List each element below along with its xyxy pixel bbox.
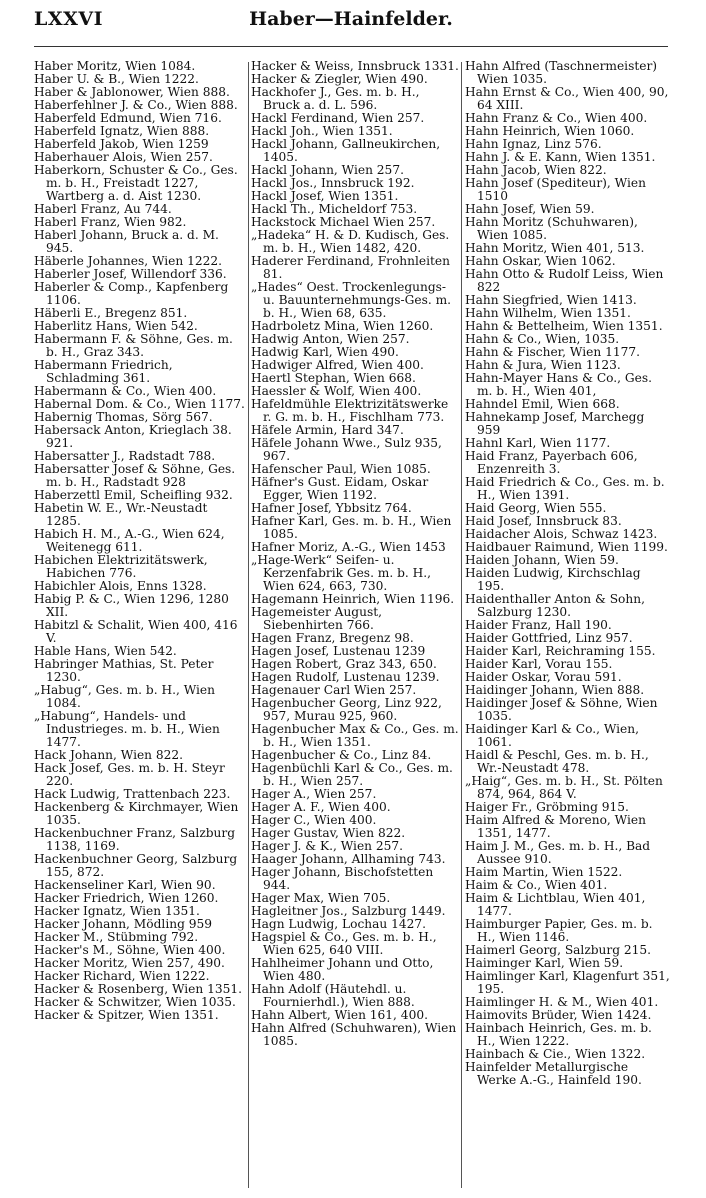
directory-entry: Hagen Josef, Lustenau 1239: [251, 644, 426, 658]
directory-entry: Hackl Johann, Gallneukirchen, 1405.: [251, 137, 444, 164]
directory-entry: Hadwiger Alfred, Wien 400.: [251, 358, 424, 372]
directory-entry: Hahn Heinrich, Wien 1060.: [465, 124, 635, 138]
directory-entry: Hahn Moritz (Schuhwaren), Wien 1085.: [465, 215, 642, 242]
directory-entry: Hager C., Wien 400.: [251, 813, 377, 827]
page-header: [34, 8, 668, 36]
directory-entry: Haimerl Georg, Salzburg 215.: [465, 943, 652, 957]
header-rule: [34, 46, 668, 47]
directory-entry: Haber Moritz, Wien 1084.: [34, 59, 196, 73]
directory-entry: „Hades“ Oest. Trockenlegungs- u. Bauunternehmungs-Ges. m. b. H., Wien 68, 635.: [251, 280, 455, 320]
directory-entry: Hagleitner Jos., Salzburg 1449.: [251, 904, 446, 918]
directory-entry: Hagenbüchli Karl & Co., Ges. m. b. H., Wien 257.: [251, 761, 457, 788]
directory-entry: Hackl Ferdinand, Wien 257.: [251, 111, 425, 125]
directory-entry: Haager Johann, Allhaming 743.: [251, 852, 446, 866]
directory-entry: Habringer Mathias, St. Peter 1230.: [34, 657, 218, 684]
directory-entry: Häberli E., Bregenz 851.: [34, 306, 188, 320]
directory-entry: Haberl Johann, Bruck a. d. M. 945.: [34, 228, 223, 255]
directory-entry: „Habung“, Handels- und Industrieges. m. b. H., Wien 1477.: [34, 709, 224, 749]
directory-entry: Haberfeld Ignatz, Wien 888.: [34, 124, 210, 138]
directory-entry: Haid Josef, Innsbruck 83.: [465, 514, 622, 528]
directory-entry: Hagn Ludwig, Lochau 1427.: [251, 917, 427, 931]
directory-entry: Haidbauer Raimund, Wien 1199.: [465, 540, 668, 554]
directory-entry: Hahn Moritz, Wien 401, 513.: [465, 241, 645, 255]
directory-entry: Habernig Thomas, Sörg 567.: [34, 410, 213, 424]
directory-entry: Habitzl & Schalit, Wien 400, 416 V.: [34, 618, 242, 645]
directory-entry: Hagemann Heinrich, Wien 1196.: [251, 592, 455, 606]
directory-entry: Haberzettl Emil, Scheifling 932.: [34, 488, 233, 502]
directory-entry: Haderer Ferdinand, Frohnleiten 81.: [251, 254, 454, 281]
directory-entry: „Haig“, Ges. m. b. H., St. Pölten 874, 964, 864 V.: [465, 774, 667, 801]
directory-entry: Habersatter J., Radstadt 788.: [34, 449, 216, 463]
directory-entry: Hacker & Rosenberg, Wien 1351.: [34, 982, 242, 996]
directory-entry: Hagenbucher Max & Co., Ges. m. b. H., Wien 1351.: [251, 722, 463, 749]
directory-entry: Hackenbuchner Franz, Salzburg 1138, 1169.: [34, 826, 239, 853]
directory-entry: Hahlheimer Johann und Otto, Wien 480.: [251, 956, 438, 983]
directory-entry: Hahn Jacob, Wien 822.: [465, 163, 607, 177]
directory-entry: Haidinger Johann, Wien 888.: [465, 683, 645, 697]
directory-entry: Haimlinger Karl, Klagenfurt 351, 195.: [465, 969, 674, 996]
directory-entry: Hahn & Bettelheim, Wien 1351.: [465, 319, 663, 333]
directory-entry: Haberfeld Edmund, Wien 716.: [34, 111, 222, 125]
directory-entry: Haberfehlner J. & Co., Wien 888.: [34, 98, 238, 112]
directory-entry: Haim J. M., Ges. m. b. H., Bad Aussee 910.: [465, 839, 654, 866]
directory-entry: Haim Martin, Wien 1522.: [465, 865, 623, 879]
directory-entry: Hahnekamp Josef, Marchegg 959: [465, 410, 649, 437]
directory-entry: Haimburger Papier, Ges. m. b. H., Wien 1146.: [465, 917, 657, 944]
directory-entry: Haiden Ludwig, Kirchschlag 195.: [465, 566, 645, 593]
directory-entry: Hackl Joh., Wien 1351.: [251, 124, 393, 138]
directory-entry: Hager Johann, Bischofstetten 944.: [251, 865, 438, 892]
directory-entry: Hahn Josef (Spediteur), Wien 1510: [465, 176, 650, 203]
directory-entry: Hahnl Karl, Wien 1177.: [465, 436, 611, 450]
directory-entry: Hackenbuchner Georg, Salzburg 155, 872.: [34, 852, 242, 879]
directory-entry: Hahn Alfred (Schuhwaren), Wien 1085.: [251, 1021, 461, 1048]
directory-entry: Haider Gottfried, Linz 957.: [465, 631, 633, 645]
directory-entry: Hainbach & Cie., Wien 1322.: [465, 1047, 646, 1061]
directory-entry: Hainbach Heinrich, Ges. m. b. H., Wien 1222.: [465, 1021, 656, 1048]
directory-entry: Hager Max, Wien 705.: [251, 891, 391, 905]
directory-entry: Haider Karl, Reichraming 155.: [465, 644, 656, 658]
directory-entry: Habermann & Co., Wien 400.: [34, 384, 217, 398]
directory-entry: Habermann Friedrich, Schladming 361.: [34, 358, 177, 385]
page-number: LXXVI: [34, 8, 103, 30]
directory-entry: Hagemeister August, Siebenhirten 766.: [251, 605, 386, 632]
page-title: Haber—Hainfelder.: [249, 8, 453, 30]
directory-entry: Haber & Jablonower, Wien 888.: [34, 85, 230, 99]
directory-entry: Hahn Ignaz, Linz 576.: [465, 137, 602, 151]
directory-entry: Hacker's M., Söhne, Wien 400.: [34, 943, 226, 957]
directory-entry: Hager A., Wien 257.: [251, 787, 377, 801]
directory-entry: Haiger Fr., Gröbming 915.: [465, 800, 629, 814]
directory-entry: Habichen Elektrizitätswerk, Habichen 776.: [34, 553, 212, 580]
directory-entry: Hacker M., Stübming 792.: [34, 930, 199, 944]
directory-entry: „Habug“, Ges. m. b. H., Wien 1084.: [34, 683, 219, 710]
directory-entry: Häfele Armin, Hard 347.: [251, 423, 404, 437]
directory-entry: Haiden Johann, Wien 59.: [465, 553, 619, 567]
directory-entry: Hacker Richard, Wien 1222.: [34, 969, 210, 983]
directory-entry: Habersatter Josef & Söhne, Ges. m. b. H., Radstadt 928: [34, 462, 240, 489]
directory-entry: Haiminger Karl, Wien 59.: [465, 956, 624, 970]
column-3: [465, 59, 674, 1087]
directory-entry: Habernal Dom. & Co., Wien 1177.: [34, 397, 245, 411]
directory-entry: Haid Franz, Payerbach 606, Enzenreith 3.: [465, 449, 642, 476]
directory-entry: Hahn Otto & Rudolf Leiss, Wien 822: [465, 267, 668, 294]
directory-entry: Hahn Adolf (Häutehdl. u. Fournierhdl.), Wien 888.: [251, 982, 415, 1009]
directory-entry: Hahn-Mayer Hans & Co., Ges. m. b. H., Wien 401,: [465, 371, 656, 398]
directory-entry: Hagenauer Carl Wien 257.: [251, 683, 417, 697]
directory-entry: Haessler & Wolf, Wien 400.: [251, 384, 422, 398]
directory-entry: Hahn Albert, Wien 161, 400.: [251, 1008, 428, 1022]
directory-entry: Hahn Franz & Co., Wien 400.: [465, 111, 648, 125]
directory-entry: Häfele Johann Wwe., Sulz 935, 967.: [251, 436, 446, 463]
directory-entry: Hagen Rudolf, Lustenau 1239.: [251, 670, 440, 684]
directory-entry: Hafner Karl, Ges. m. b. H., Wien 1085.: [251, 514, 456, 541]
directory-entry: Haider Karl, Vorau 155.: [465, 657, 613, 671]
directory-entry: Haberkorn, Schuster & Co., Ges. m. b. H., Freistadt 1227, Wartberg a. d. Aist 1230.: [34, 163, 242, 203]
directory-entry: Hahn & Jura, Wien 1123.: [465, 358, 621, 372]
directory-entry: Hackl Johann, Wien 257.: [251, 163, 404, 177]
directory-entry: Habermann F. & Söhne, Ges. m. b. H., Graz 343.: [34, 332, 237, 359]
directory-entry: Hagen Franz, Bregenz 98.: [251, 631, 414, 645]
directory-entry: Haberl Franz, Wien 982.: [34, 215, 187, 229]
directory-entry: Hackhofer J., Ges. m. b. H., Bruck a. d. L. 596.: [251, 85, 424, 112]
directory-entry: Hahn Oskar, Wien 1062.: [465, 254, 616, 268]
directory-entry: Hahn Josef, Wien 59.: [465, 202, 595, 216]
directory-entry: Haim & Lichtblau, Wien 401, 1477.: [465, 891, 650, 918]
directory-entry: Hahn Wilhelm, Wien 1351.: [465, 306, 631, 320]
directory-entry: Hackenseliner Karl, Wien 90.: [34, 878, 216, 892]
column-1: [34, 60, 246, 1022]
directory-entry: Hable Hans, Wien 542.: [34, 644, 177, 658]
directory-entry: Hacker Friedrich, Wien 1260.: [34, 891, 219, 905]
directory-entry: Hainfelder Metallurgische Werke A.-G., Hainfeld 190.: [465, 1060, 642, 1087]
directory-entry: Hager J. & K., Wien 257.: [251, 839, 404, 853]
directory-entry: Hahn & Co., Wien, 1035.: [465, 332, 620, 346]
directory-entry: Hagen Robert, Graz 343, 650.: [251, 657, 437, 671]
directory-entry: Habersack Anton, Krieglach 38. 921.: [34, 423, 236, 450]
directory-entry: Hack Ludwig, Trattenbach 223.: [34, 787, 231, 801]
directory-entry: Hager A. F., Wien 400.: [251, 800, 391, 814]
directory-entry: Haidinger Josef & Söhne, Wien 1035.: [465, 696, 662, 723]
directory-entry: Hager Gustav, Wien 822.: [251, 826, 406, 840]
directory-entry: Haid Georg, Wien 555.: [465, 501, 607, 515]
directory-entry: Hacker & Weiss, Innsbruck 1331.: [251, 59, 459, 73]
directory-entry: Hacker Johann, Mödling 959: [34, 917, 213, 931]
directory-entry: Haim & Co., Wien 401.: [465, 878, 608, 892]
directory-entry: Hacker & Schwitzer, Wien 1035.: [34, 995, 236, 1009]
directory-entry: Hafner Josef, Ybbsitz 764.: [251, 501, 412, 515]
directory-entry: Haberhauer Alois, Wien 257.: [34, 150, 213, 164]
directory-entry: Hack Josef, Ges. m. b. H. Steyr 220.: [34, 761, 229, 788]
directory-entry: Haidacher Alois, Schwaz 1423.: [465, 527, 658, 541]
directory-entry: Hacker Ignatz, Wien 1351.: [34, 904, 200, 918]
directory-entry: Haberler & Comp., Kapfenberg 1106.: [34, 280, 233, 307]
directory-entry: Hahndel Emil, Wien 668.: [465, 397, 620, 411]
directory-entry: Haidenthaller Anton & Sohn, Salzburg 1230.: [465, 592, 649, 619]
directory-entry: Hafeldmühle Elektrizitätswerke r. G. m. b. H., Fischlham 773.: [251, 397, 453, 424]
directory-entry: Hahn Siegfried, Wien 1413.: [465, 293, 637, 307]
directory-entry: Hadrboletz Mina, Wien 1260.: [251, 319, 434, 333]
directory-entry: Haberl Franz, Au 744.: [34, 202, 172, 216]
directory-entry: Hackenberg & Kirchmayer, Wien 1035.: [34, 800, 243, 827]
directory-entry: Haberfeld Jakob, Wien 1259: [34, 137, 209, 151]
directory-entry: Hahn J. & E. Kann, Wien 1351.: [465, 150, 656, 164]
directory-entry: Hack Johann, Wien 822.: [34, 748, 184, 762]
directory-entry: Hackl Th., Micheldorf 753.: [251, 202, 418, 216]
directory-entry: Habich H. M., A.-G., Wien 624, Weitenegg 611.: [34, 527, 229, 554]
directory-entry: Haimovits Brüder, Wien 1424.: [465, 1008, 652, 1022]
directory-entry: Hafenscher Paul, Wien 1085.: [251, 462, 431, 476]
directory-entry: Haid Friedrich & Co., Ges. m. b. H., Wien 1391.: [465, 475, 669, 502]
directory-entry: Hacker & Spitzer, Wien 1351.: [34, 1008, 219, 1022]
directory-entry: Häfner's Gust. Eidam, Oskar Egger, Wien 1192.: [251, 475, 433, 502]
directory-entry: Haidl & Peschl, Ges. m. b. H., Wr.-Neustadt 478.: [465, 748, 653, 775]
directory-entry: Haber U. & B., Wien 1222.: [34, 72, 199, 86]
directory-entry: Hagenbucher Georg, Linz 922, 957, Murau 925, 960.: [251, 696, 446, 723]
directory-entry: Haider Oskar, Vorau 591.: [465, 670, 622, 684]
directory-entry: Hackl Josef, Wien 1351.: [251, 189, 399, 203]
directory-entry: Haidinger Karl & Co., Wien, 1061.: [465, 722, 643, 749]
directory-entry: Hahn Alfred (Taschnermeister) Wien 1035.: [465, 59, 661, 86]
directory-entry: Habig P. & C., Wien 1296, 1280 XII.: [34, 592, 233, 619]
column-divider-1: [248, 62, 249, 1188]
directory-entry: Hacker & Ziegler, Wien 490.: [251, 72, 428, 86]
directory-entry: Hackl Jos., Innsbruck 192.: [251, 176, 415, 190]
directory-entry: Haertl Stephan, Wien 668.: [251, 371, 416, 385]
directory-entry: „Hage-Werk“ Seifen- u. Kerzenfabrik Ges. m. b. H., Wien 624, 663, 730.: [251, 553, 435, 593]
directory-entry: Hahn Ernst & Co., Wien 400, 90, 64 XIII.: [465, 85, 673, 112]
directory-entry: Haim Alfred & Moreno, Wien 1351, 1477.: [465, 813, 650, 840]
directory-entry: Haider Franz, Hall 190.: [465, 618, 612, 632]
directory-entry: Hacker Moritz, Wien 257, 490.: [34, 956, 225, 970]
column-2: [251, 59, 463, 1048]
directory-entry: „Hadeka“ H. & D. Kudisch, Ges. m. b. H., Wien 1482, 420.: [251, 228, 454, 255]
column-divider-2: [461, 62, 462, 1188]
directory-entry: Hafner Moriz, A.-G., Wien 1453: [251, 540, 446, 554]
directory-entry: Hackstock Michael Wien 257.: [251, 215, 436, 229]
directory-entry: Hadwig Anton, Wien 257.: [251, 332, 410, 346]
directory-entry: Hagenbucher & Co., Linz 84.: [251, 748, 432, 762]
directory-entry: Habichler Alois, Enns 1328.: [34, 579, 207, 593]
directory-entry: Hahn & Fischer, Wien 1177.: [465, 345, 640, 359]
directory-entry: Hadwig Karl, Wien 490.: [251, 345, 399, 359]
directory-entry: Haimlinger H. & M., Wien 401.: [465, 995, 659, 1009]
directory-entry: Hagspiel & Co., Ges. m. b. H., Wien 625, 640 VIII.: [251, 930, 441, 957]
directory-entry: Habetin W. E., Wr.-Neustadt 1285.: [34, 501, 212, 528]
directory-entry: Häberle Johannes, Wien 1222.: [34, 254, 223, 268]
directory-entry: Haberler Josef, Willendorf 336.: [34, 267, 227, 281]
directory-entry: Haberlitz Hans, Wien 542.: [34, 319, 198, 333]
